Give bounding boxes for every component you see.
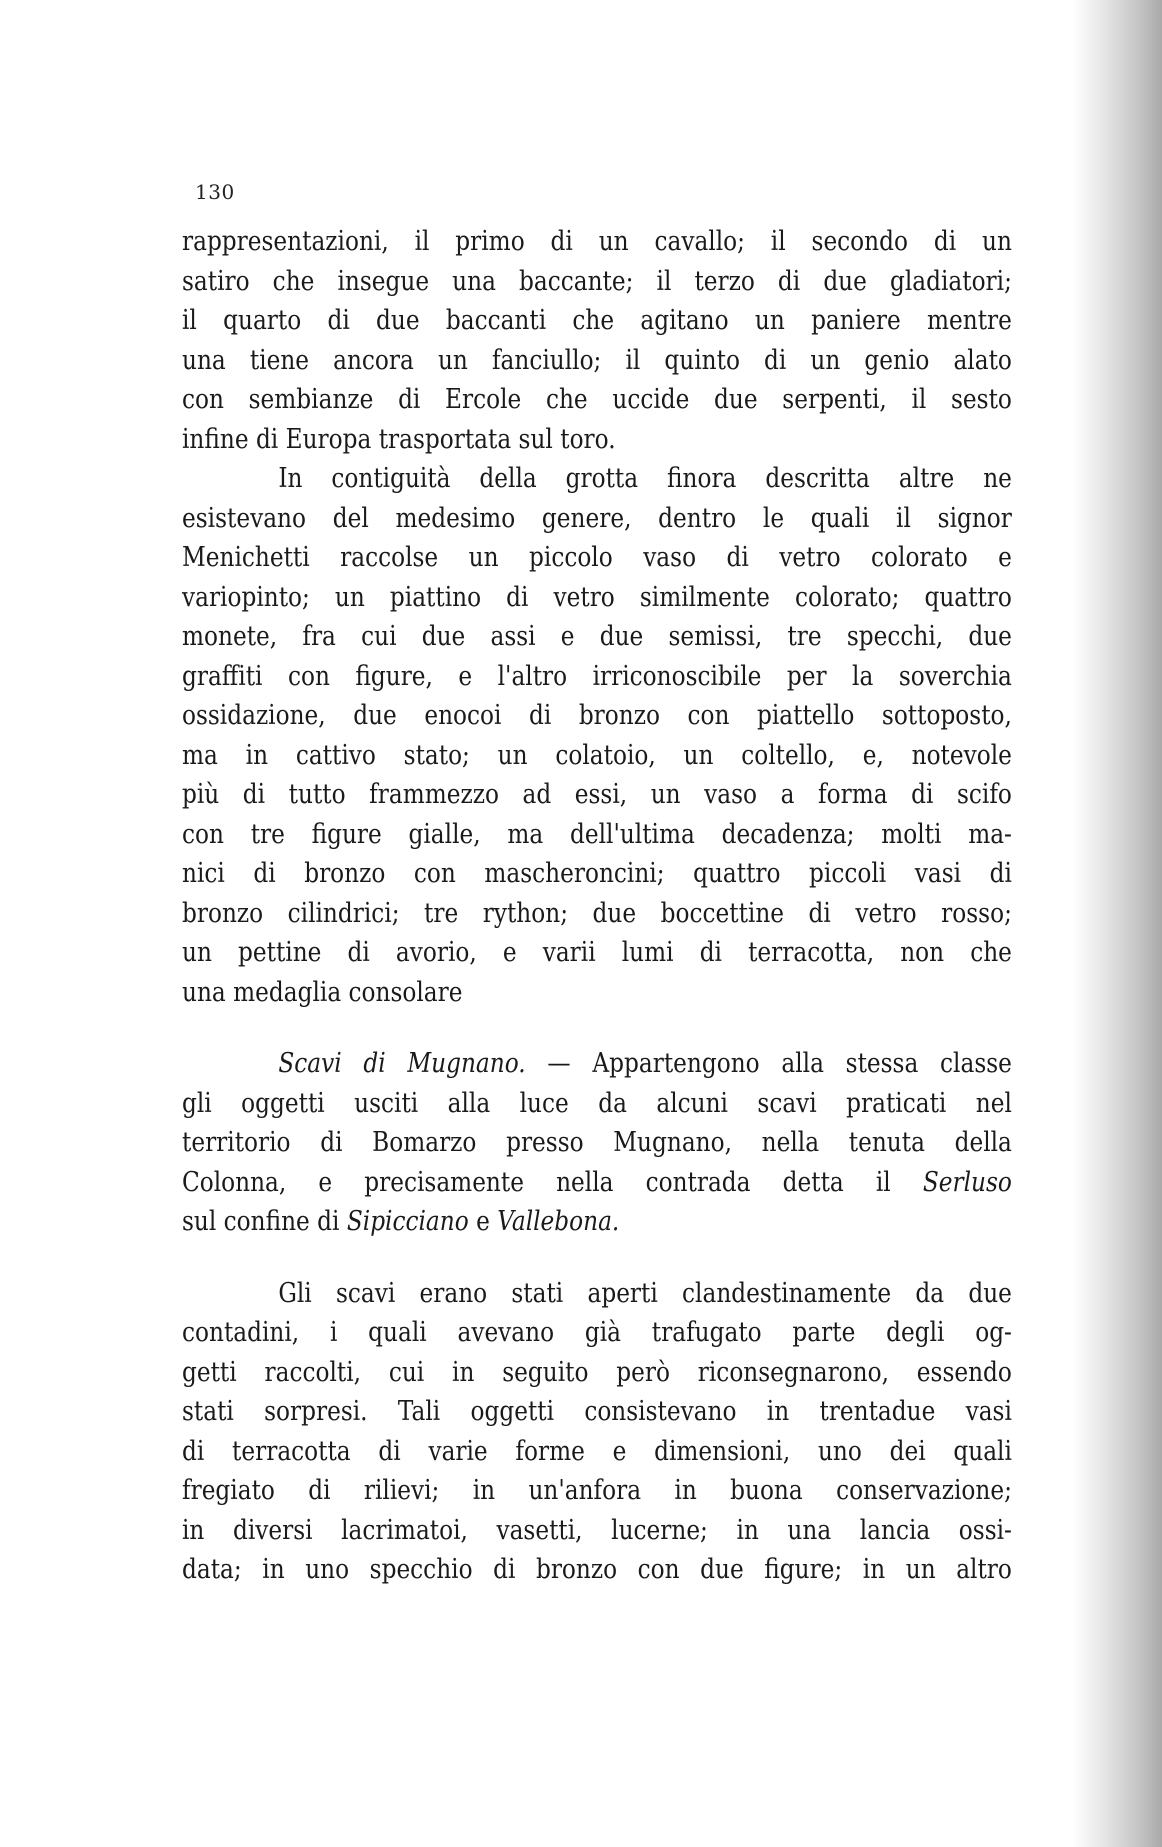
paragraph-4 <box>182 1274 1012 1590</box>
text-line: più di tutto frammezzo ad essi, un vaso a forma di scifo <box>182 779 1012 810</box>
text-line: contadini, i quali avevano già trafugato parte degli og- <box>182 1317 1012 1348</box>
text-line: monete, fra cui due assi e due semissi, tre specchi, due <box>182 621 1012 652</box>
section-heading: Scavi di Mugnano. <box>278 1048 526 1079</box>
text-line: con sembianze di Ercole che uccide due serpenti, il sesto <box>182 384 1012 415</box>
text-line: getti raccolti, cui in seguito però riconsegnarono, essendo <box>182 1356 1012 1388</box>
text-line: variopinto; un piattino di vetro similmente colorato; quattro <box>182 581 1012 613</box>
text-run: e <box>468 1206 498 1237</box>
place-name-sipicciano: Sipicciano <box>346 1206 469 1237</box>
text-line: di terracotta di varie forme e dimensioni, uno dei quali <box>182 1435 1012 1467</box>
text-line: esistevano del medesimo genere, dentro le quali il signor <box>182 502 1012 534</box>
text-line: un pettine di avorio, e varii lumi di terracotta, non che <box>182 937 1012 968</box>
page-number: 130 <box>195 180 235 204</box>
text-run: sul confine di <box>182 1206 347 1237</box>
text-line: una medaglia consolare <box>182 976 463 1008</box>
text-line: ossidazione, due enocoi di bronzo con piattello sottoposto, <box>182 700 1012 731</box>
text-line: Gli scavi erano stati aperti clandestinamente da due <box>278 1277 1012 1309</box>
text-line <box>182 1163 1012 1203</box>
book-gutter-shadow <box>1072 0 1162 1847</box>
place-name-vallebona: Vallebona. <box>497 1206 620 1237</box>
text-line: stati sorpresi. Tali oggetti consistevano in trentadue vasi <box>182 1396 1012 1427</box>
text-line: infine di Europa trasportata sul toro. <box>182 423 616 455</box>
text-line: Menichetti raccolse un piccolo vaso di vetro colorato e <box>182 542 1012 573</box>
text-line: fregiato di rilievi; in un'anfora in buona conservazione; <box>182 1475 1012 1506</box>
paragraph-3-scavi-di-mugnano <box>182 1044 1012 1242</box>
text-line: rappresentazioni, il primo di un cavallo; il secondo di un <box>182 226 1012 257</box>
text-line: bronzo cilindrici; tre rython; due boccettine di vetro rosso; <box>182 897 1012 929</box>
text-line: graffiti con figure, e l'altro irriconoscibile per la soverchia <box>182 660 1012 692</box>
text-line: il quarto di due baccanti che agitano un paniere mentre <box>182 305 1012 336</box>
text-line: una tiene ancora un fanciullo; il quinto di un genio alato <box>182 344 1012 376</box>
page-body <box>182 222 1012 1590</box>
text-line <box>182 1202 1012 1242</box>
text-line: satiro che insegue una baccante; il terzo di due gladiatori; <box>182 265 1012 297</box>
text-line: data; in uno specchio di bronzo con due figure; in un altro <box>182 1554 1012 1585</box>
text-line: In contiguità della grotta finora descritta altre ne <box>278 463 1012 494</box>
text-line: in diversi lacrimatoi, vasetti, lucerne; in una lancia ossi- <box>182 1514 1012 1546</box>
paragraph-2 <box>182 459 1012 1012</box>
text-line: con tre figure gialle, ma dell'ultima decadenza; molti ma- <box>182 818 1012 850</box>
text-line: gli oggetti usciti alla luce da alcuni scavi praticati nel <box>182 1087 1012 1119</box>
text-line: ma in cattivo stato; un colatoio, un coltello, e, notevole <box>182 739 1012 771</box>
text-run: — Appartengono alla stessa classe <box>525 1048 1012 1079</box>
place-name-serluso: Serluso <box>922 1166 1012 1198</box>
text-run: Colonna, e precisamente nella contrada detta il <box>182 1166 923 1198</box>
text-line: territorio di Bomarzo presso Mugnano, nella tenuta della <box>182 1127 1012 1158</box>
paragraph-1 <box>182 222 1012 459</box>
text-line <box>182 1044 1012 1084</box>
text-line: nici di bronzo con mascheroncini; quattro piccoli vasi di <box>182 858 1012 889</box>
